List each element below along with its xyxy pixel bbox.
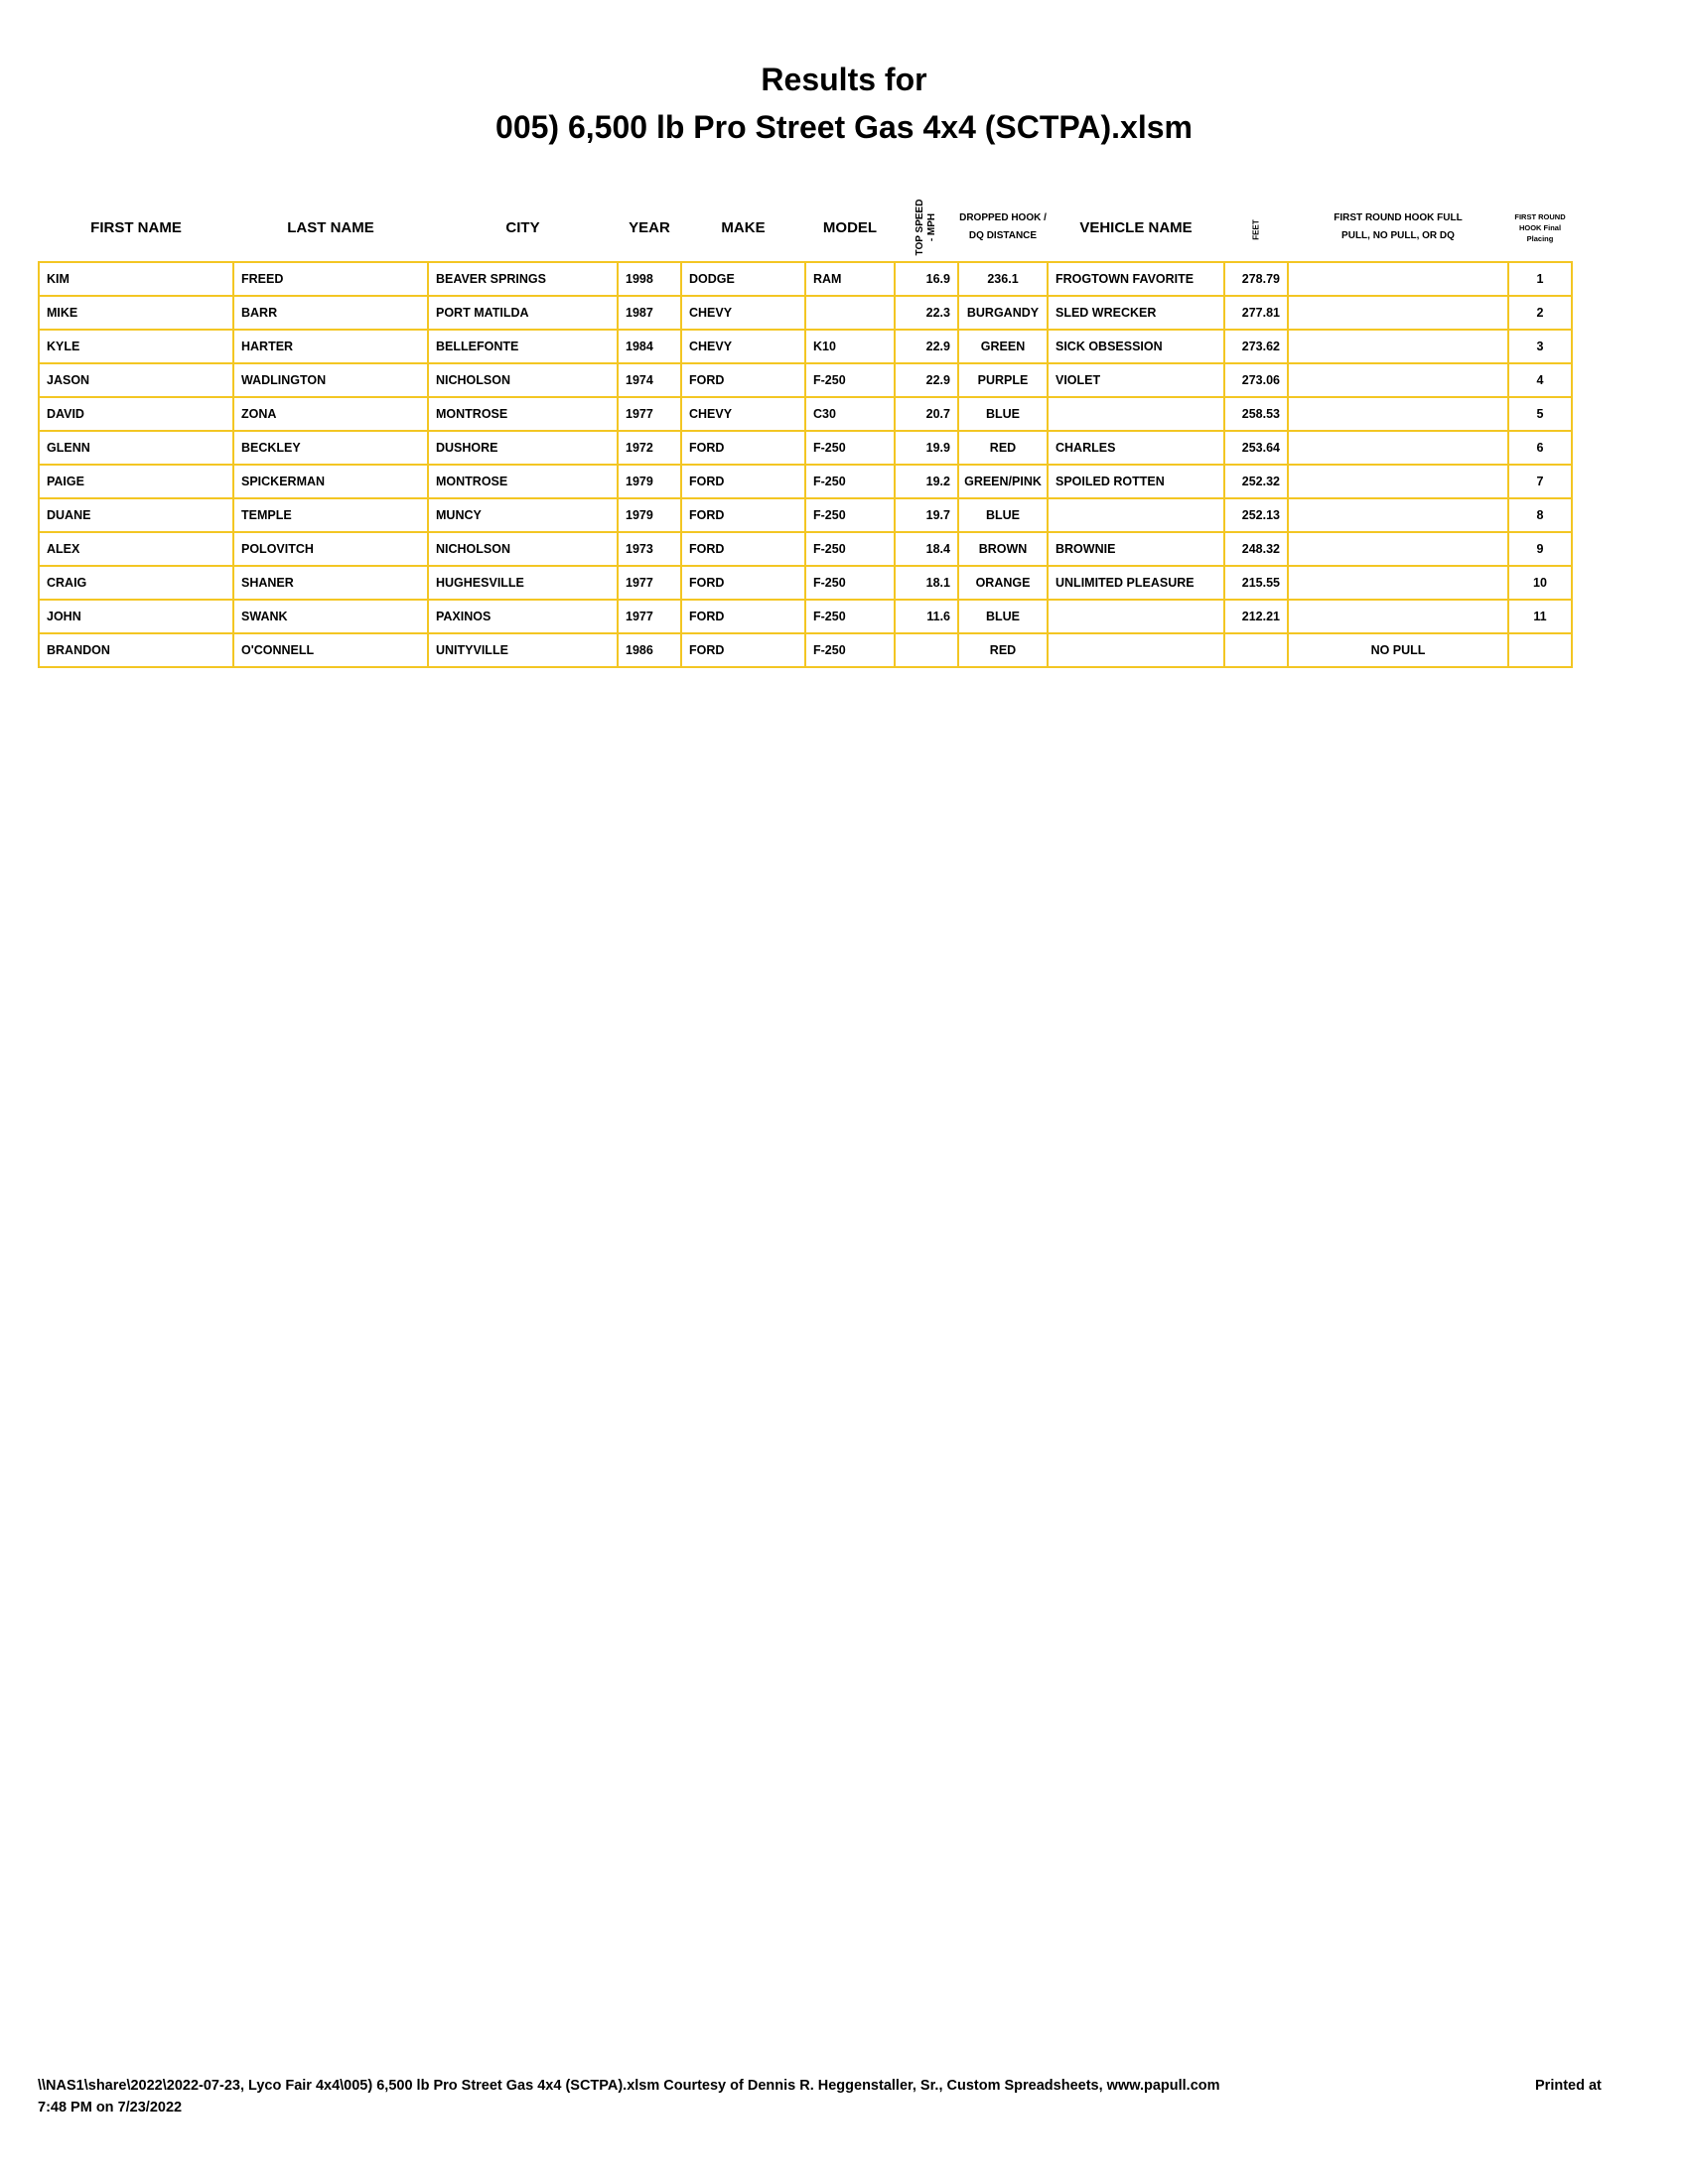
header-last-name: LAST NAME [287,218,374,236]
cell-final-placing: 10 [1508,566,1572,600]
cell-vehicle-name [1048,600,1224,633]
cell-make: FORD [681,532,805,566]
cell-first-round [1288,330,1508,363]
cell-top-speed: 18.4 [895,532,958,566]
cell-city: MUNCY [428,498,618,532]
cell-year: 1979 [618,498,681,532]
cell-dropped: GREEN [958,330,1048,363]
cell-feet [1224,633,1288,667]
cell-first-name: KIM [39,262,233,296]
cell-last-name: HARTER [233,330,428,363]
header-feet-label: FEET [1251,218,1261,240]
cell-feet: 252.32 [1224,465,1288,498]
cell-make: FORD [681,633,805,667]
cell-year: 1977 [618,397,681,431]
cell-year: 1973 [618,532,681,566]
cell-first-round [1288,600,1508,633]
cell-final-placing: 6 [1508,431,1572,465]
cell-feet: 277.81 [1224,296,1288,330]
table-row [39,633,1572,667]
cell-year: 1977 [618,566,681,600]
cell-feet: 273.62 [1224,330,1288,363]
cell-make: DODGE [681,262,805,296]
file-title: 005) 6,500 lb Pro Street Gas 4x4 (SCTPA).xlsm [495,109,1193,145]
cell-top-speed: 19.9 [895,431,958,465]
cell-final-placing: 9 [1508,532,1572,566]
cell-make: CHEVY [681,330,805,363]
cell-vehicle-name: CHARLES [1048,431,1224,465]
header-feet [1224,194,1288,262]
cell-feet: 273.06 [1224,363,1288,397]
cell-last-name: O'CONNELL [233,633,428,667]
cell-city: NICHOLSON [428,532,618,566]
cell-first-name: DUANE [39,498,233,532]
header-final-placing: FIRST ROUND HOOK Final Placing [1514,211,1566,243]
cell-model [805,296,895,330]
cell-vehicle-name [1048,397,1224,431]
cell-first-name: ALEX [39,532,233,566]
cell-vehicle-name: FROGTOWN FAVORITE [1048,262,1224,296]
cell-feet: 252.13 [1224,498,1288,532]
cell-last-name: POLOVITCH [233,532,428,566]
table-row [39,330,1572,363]
cell-feet: 253.64 [1224,431,1288,465]
cell-model: F-250 [805,431,895,465]
cell-year: 1987 [618,296,681,330]
cell-first-round [1288,262,1508,296]
footer [38,2075,1666,2118]
header-dropped: DROPPED HOOK / DQ DISTANCE [959,212,1047,241]
cell-final-placing: 2 [1508,296,1572,330]
cell-first-round [1288,397,1508,431]
table-row [39,363,1572,397]
cell-vehicle-name: VIOLET [1048,363,1224,397]
header-top-speed-label: TOP SPEED - MPH [914,199,937,256]
table-row [39,532,1572,566]
table-row [39,431,1572,465]
cell-dropped: RED [958,633,1048,667]
header-model: MODEL [822,218,878,236]
cell-final-placing: 3 [1508,330,1572,363]
cell-model: F-250 [805,465,895,498]
cell-dropped: BLUE [958,397,1048,431]
cell-first-name: JASON [39,363,233,397]
cell-first-round [1288,363,1508,397]
cell-model: F-250 [805,633,895,667]
cell-city: MONTROSE [428,397,618,431]
cell-first-round [1288,431,1508,465]
cell-model: RAM [805,262,895,296]
cell-top-speed [895,633,958,667]
header-first-round: FIRST ROUND HOOK FULL PULL, NO PULL, OR DQ [1334,212,1463,241]
cell-make: FORD [681,600,805,633]
cell-vehicle-name: BROWNIE [1048,532,1224,566]
cell-feet: 278.79 [1224,262,1288,296]
cell-top-speed: 19.7 [895,498,958,532]
cell-city: UNITYVILLE [428,633,618,667]
cell-last-name: FREED [233,262,428,296]
cell-make: FORD [681,498,805,532]
cell-model: F-250 [805,498,895,532]
table-row [39,566,1572,600]
header-city: CITY [505,218,540,236]
cell-top-speed: 16.9 [895,262,958,296]
cell-last-name: SHANER [233,566,428,600]
cell-first-round: NO PULL [1288,633,1508,667]
cell-vehicle-name [1048,498,1224,532]
cell-first-name: JOHN [39,600,233,633]
table-row [39,600,1572,633]
results-body [39,262,1572,667]
results-table [38,194,1573,668]
cell-dropped: PURPLE [958,363,1048,397]
cell-model: F-250 [805,363,895,397]
cell-first-name: GLENN [39,431,233,465]
cell-dropped: BURGANDY [958,296,1048,330]
cell-year: 1974 [618,363,681,397]
cell-dropped: RED [958,431,1048,465]
footer-printed-label: Printed at [1535,2078,1602,2094]
cell-top-speed: 22.9 [895,363,958,397]
cell-year: 1977 [618,600,681,633]
cell-dropped: ORANGE [958,566,1048,600]
cell-last-name: SPICKERMAN [233,465,428,498]
cell-final-placing: 5 [1508,397,1572,431]
cell-first-round [1288,532,1508,566]
cell-last-name: TEMPLE [233,498,428,532]
cell-city: BEAVER SPRINGS [428,262,618,296]
cell-city: HUGHESVILLE [428,566,618,600]
cell-city: BELLEFONTE [428,330,618,363]
cell-make: CHEVY [681,296,805,330]
cell-city: NICHOLSON [428,363,618,397]
cell-model: F-250 [805,566,895,600]
cell-make: FORD [681,465,805,498]
cell-dropped: GREEN/PINK [958,465,1048,498]
cell-top-speed: 19.2 [895,465,958,498]
cell-final-placing [1508,633,1572,667]
cell-dropped: BLUE [958,600,1048,633]
cell-vehicle-name: UNLIMITED PLEASURE [1048,566,1224,600]
cell-last-name: ZONA [233,397,428,431]
cell-make: CHEVY [681,397,805,431]
cell-final-placing: 8 [1508,498,1572,532]
cell-first-round [1288,498,1508,532]
cell-first-name: MIKE [39,296,233,330]
header-row [39,194,1572,262]
cell-last-name: WADLINGTON [233,363,428,397]
cell-final-placing: 11 [1508,600,1572,633]
cell-first-name: PAIGE [39,465,233,498]
cell-feet: 248.32 [1224,532,1288,566]
cell-last-name: BECKLEY [233,431,428,465]
cell-final-placing: 4 [1508,363,1572,397]
cell-first-name: KYLE [39,330,233,363]
cell-year: 1979 [618,465,681,498]
header-top-speed [895,194,958,262]
cell-make: FORD [681,431,805,465]
cell-city: DUSHORE [428,431,618,465]
cell-top-speed: 18.1 [895,566,958,600]
footer-printed-time: 7:48 PM on 7/23/2022 [38,2100,183,2116]
cell-year: 1986 [618,633,681,667]
cell-make: FORD [681,566,805,600]
header-make: MAKE [721,218,766,236]
cell-first-name: DAVID [39,397,233,431]
cell-year: 1998 [618,262,681,296]
cell-feet: 258.53 [1224,397,1288,431]
table-row [39,397,1572,431]
cell-model: F-250 [805,532,895,566]
cell-top-speed: 22.9 [895,330,958,363]
cell-dropped: 236.1 [958,262,1048,296]
cell-city: PAXINOS [428,600,618,633]
cell-last-name: BARR [233,296,428,330]
cell-make: FORD [681,363,805,397]
page-title: Results for [761,62,927,97]
table-row [39,498,1572,532]
cell-top-speed: 20.7 [895,397,958,431]
cell-first-name: CRAIG [39,566,233,600]
cell-year: 1984 [618,330,681,363]
cell-final-placing: 7 [1508,465,1572,498]
cell-city: MONTROSE [428,465,618,498]
cell-first-round [1288,465,1508,498]
header-vehicle-name: VEHICLE NAME [1079,218,1193,236]
table-row [39,262,1572,296]
cell-feet: 215.55 [1224,566,1288,600]
cell-first-round [1288,296,1508,330]
footer-path: \\NAS1\share\2022\2022-07-23, Lyco Fair 4x4\005) 6,500 lb Pro Street Gas 4x4 (SCTPA).xlsm Courtesy of Dennis R. Heggenstaller, Sr., Custom Spreadsheets, www.papull.com [38,2078,1220,2094]
cell-top-speed: 22.3 [895,296,958,330]
cell-model: K10 [805,330,895,363]
cell-feet: 212.21 [1224,600,1288,633]
cell-dropped: BLUE [958,498,1048,532]
cell-first-name: BRANDON [39,633,233,667]
cell-year: 1972 [618,431,681,465]
cell-vehicle-name: SLED WRECKER [1048,296,1224,330]
cell-city: PORT MATILDA [428,296,618,330]
cell-vehicle-name: SPOILED ROTTEN [1048,465,1224,498]
cell-first-round [1288,566,1508,600]
cell-last-name: SWANK [233,600,428,633]
table-row [39,465,1572,498]
cell-model: C30 [805,397,895,431]
cell-final-placing: 1 [1508,262,1572,296]
header-year: YEAR [629,218,670,236]
cell-top-speed: 11.6 [895,600,958,633]
table-row [39,296,1572,330]
cell-vehicle-name: SICK OBSESSION [1048,330,1224,363]
cell-vehicle-name [1048,633,1224,667]
cell-dropped: BROWN [958,532,1048,566]
cell-model: F-250 [805,600,895,633]
header-first-name: FIRST NAME [90,218,182,236]
